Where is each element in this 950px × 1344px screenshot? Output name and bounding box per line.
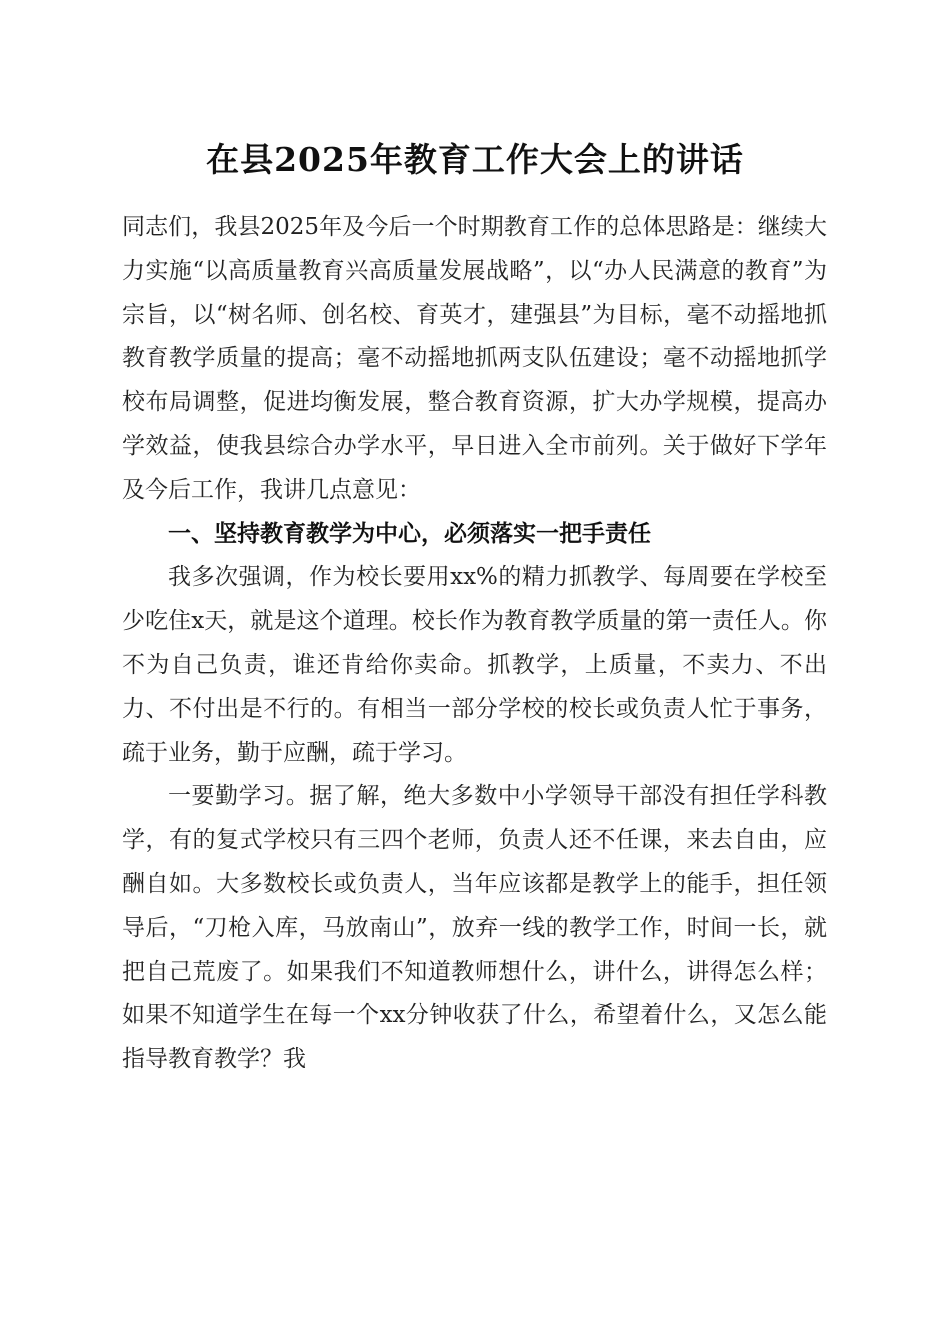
section-heading: 一、坚持教育教学为中心，必须落实一把手责任	[168, 520, 651, 547]
opening-paragraph: 同志们，我县2025年及今后一个时期教育工作的总体思路是：继续大力实施“以高质量教育兴高质量发展战略”，以“办人民满意的教育”为宗旨，以“树名师、创名校、育英才，建强县”为目标，毫不动摇地抓教育教学质量的提高；毫不动摇地抓两支队伍建设；毫不动摇地抓学校布局调整，促进均衡发展，整合教育资源，扩大办学规模，提高办学效益，使我县综合办学水平，早日进入全市前列。关于做好下学年及今后工作，我讲几点意见：	[122, 214, 827, 503]
document-title: 在县2025年教育工作大会上的讲话	[206, 140, 744, 179]
body-paragraph: 我多次强调，作为校长要用xx%的精力抓教学、每周要在学校至少吃住x天，就是这个道理。校长作为教育教学质量的第一责任人。你不为自己负责，谁还肯给你卖命。抓教学，上质量，不卖力、不出力、不付出是不行的。有相当一部分学校的校长或负责人忙于事务，疏于业务，勤于应酬，疏于学习。	[122, 564, 827, 766]
body-paragraph: 一要勤学习。据了解，绝大多数中小学领导干部没有担任学科教学，有的复式学校只有三四个老师，负责人还不任课，来去自由，应酬自如。大多数校长或负责人，当年应该都是教学上的能手，担任领导后，“刀枪入库，马放南山”，放弃一线的教学工作，时间一长，就把自己荒废了。如果我们不知道教师想什么，讲什么，讲得怎么样；如果不知道学生在每一个xx分钟收获了什么，希望着什么，又怎么能指导教育教学？我	[122, 783, 827, 1073]
document-body	[122, 206, 827, 1082]
